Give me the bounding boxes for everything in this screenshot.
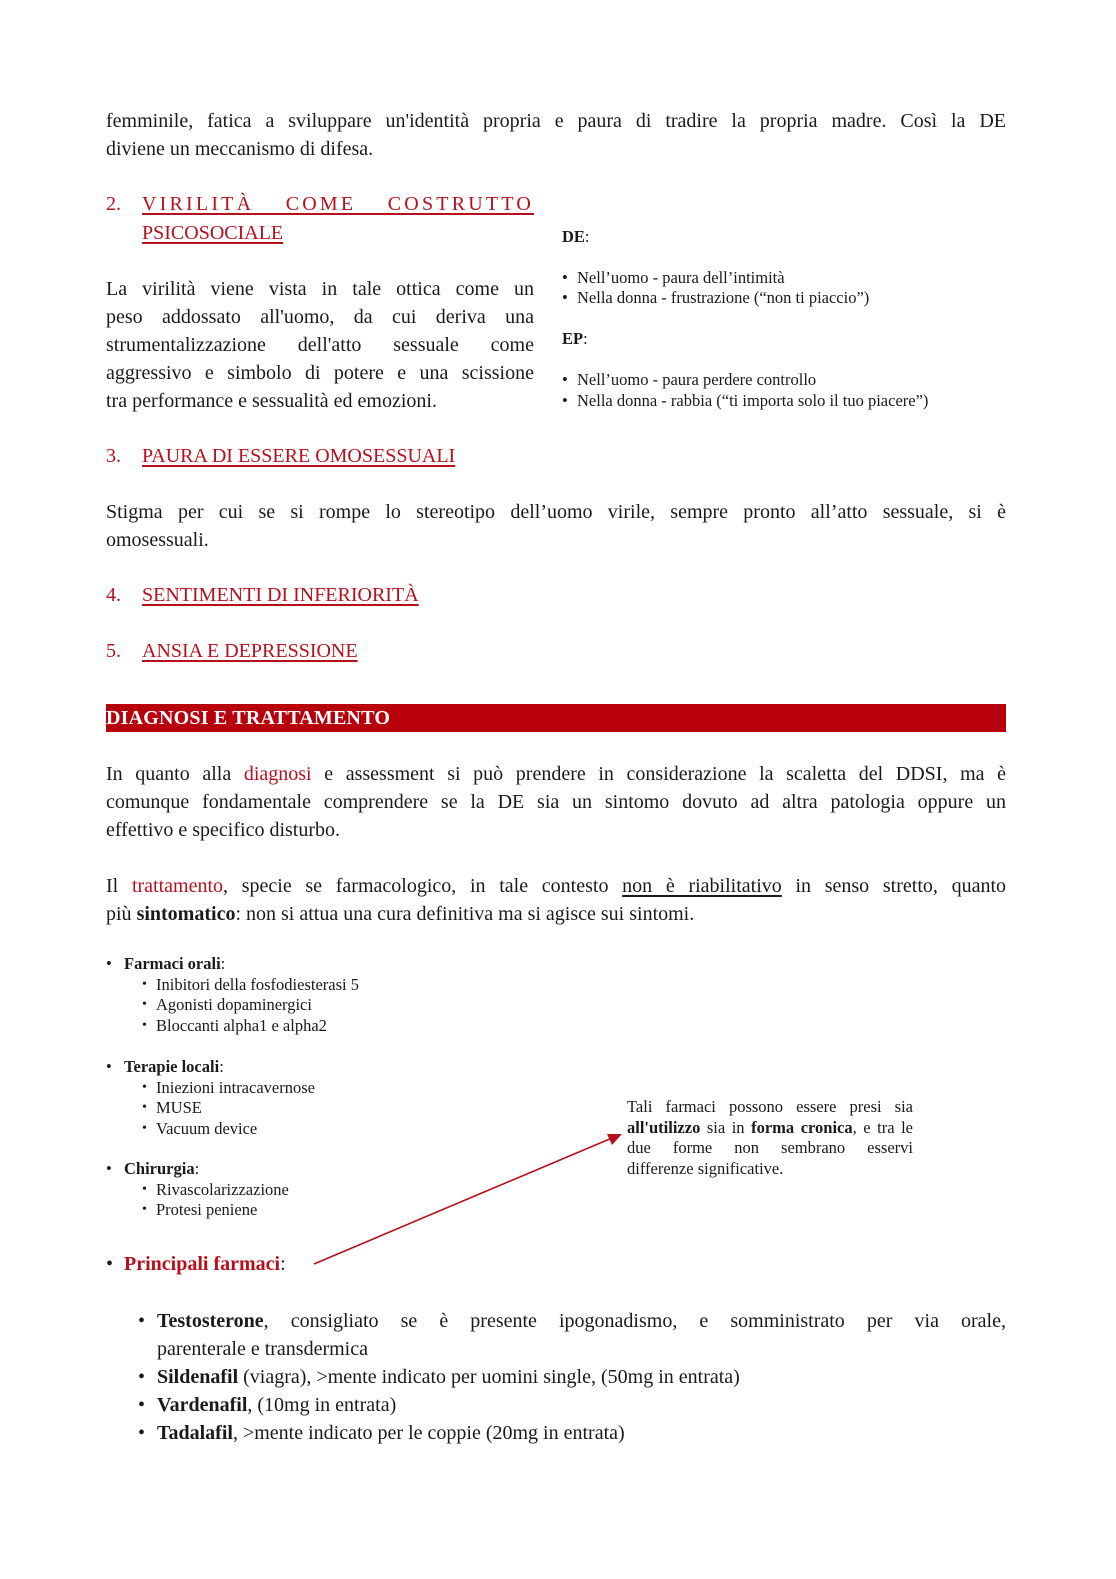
section-2-line: aggressivo e simbolo di potere e una scissione xyxy=(106,362,534,384)
arrow-line xyxy=(314,1138,612,1264)
section-2-title-line-2: PSICOSOCIALE xyxy=(142,222,284,244)
farmaco-testosterone-cont: parenterale e transdermica xyxy=(157,1338,368,1360)
list-item: • Protesi peniene xyxy=(142,1200,526,1221)
ep-label: EP xyxy=(562,328,584,348)
section-3-line-1: Stigma per cui se si rompe lo stereotipo dell’uomo virile, sempre pronto all’atto sessuale, si è xyxy=(106,501,1006,523)
de-label: DE xyxy=(562,227,585,246)
chirurgia-group: • Chirurgia: xyxy=(106,1159,526,1180)
section-bar-diagnosi: DIAGNOSI E TRATTAMENTO xyxy=(106,704,1006,732)
note-line-3: due forme non sembrano esservi xyxy=(627,1138,913,1157)
list-item: • Nell’uomo - paura perdere controllo xyxy=(562,370,1002,391)
section-3-title: PAURA DI ESSERE OMOSESSUALI xyxy=(142,445,456,467)
sintomatico-bold: sintomatico xyxy=(136,903,236,925)
note-line-1: Tali farmaci possono essere presi sia xyxy=(627,1097,913,1116)
farmaco-tadalafil: • Tadalafil, >mente indicato per le coppie (20mg in entrata) xyxy=(138,1419,1006,1447)
section-3-line-2: omosessuali. xyxy=(106,529,209,551)
section-2-title-line-1: VIRILITÀ COME COSTRUTTO xyxy=(142,193,534,215)
diagnosi-line-2: comunque fondamentale comprendere se la DE sia un sintomo dovuto ad altra patologia oppure un xyxy=(106,791,1006,813)
bullet: • xyxy=(106,1253,114,1275)
farmaco-testosterone: • Testosterone, consigliato se è presente ipogonadismo, e somministrato per via orale, xyxy=(138,1307,1006,1335)
note-line-2: all'utilizzo sia in forma cronica, e tra le xyxy=(627,1117,913,1137)
section-5-number: 5. xyxy=(106,640,121,662)
section-2-line: tra performance e sessualità ed emozioni. xyxy=(106,390,437,412)
list-item: • Iniezioni intracavernose xyxy=(142,1078,526,1099)
list-item: • Rivascolarizzazione xyxy=(142,1180,526,1201)
farmaco-vardenafil: • Vardenafil, (10mg in entrata) xyxy=(138,1391,1006,1419)
list-item: • Bloccanti alpha1 e alpha2 xyxy=(142,1016,526,1037)
section-2-number: 2. xyxy=(106,193,121,215)
underlined-phrase: non è riabilitativo xyxy=(622,875,782,897)
ep-label-row: EP: xyxy=(562,328,588,348)
list-item: • Agonisti dopaminergici xyxy=(142,995,526,1016)
trattamento-keyword: trattamento xyxy=(131,875,224,897)
trattamento-line-1: Il trattamento, specie se farmacologico, in tale contesto non è riabilitativo in senso stretto, quanto xyxy=(106,875,1007,897)
list-item: • Nella donna - frustrazione (“non ti piaccio”) xyxy=(562,288,1002,309)
section-2-line: La virilità viene vista in tale ottica come un xyxy=(106,278,534,300)
diagnosi-line-1: In quanto alla diagnosi e assessment si può prendere in considerazione la scaletta del DDSI, ma è xyxy=(106,763,1006,785)
trattamento-line-2: più sintomatico: non si attua una cura definitiva ma si agisce sui sintomi. xyxy=(106,903,695,925)
list-item: • Nell’uomo - paura dell’intimità xyxy=(562,268,1002,289)
diagnosi-line-3: effettivo e specifico disturbo. xyxy=(106,819,341,841)
section-2-line: peso addossato all'uomo, da cui deriva una xyxy=(106,306,534,328)
intro-line-2: diviene un meccanismo di difesa. xyxy=(106,138,374,160)
diagnosi-keyword: diagnosi xyxy=(243,763,312,785)
section-5-title: ANSIA E DEPRESSIONE xyxy=(142,640,358,662)
list-item: • Vacuum device xyxy=(142,1119,526,1140)
farmaco-sildenafil: • Sildenafil (viagra), >mente indicato per uomini single, (50mg in entrata) xyxy=(138,1363,1006,1391)
note-line-4: differenze significative. xyxy=(627,1158,784,1178)
de-label-row: DE: xyxy=(562,227,590,246)
list-item: • Nella donna - rabbia (“ti importa solo il tuo piacere”) xyxy=(562,391,1002,412)
list-item: • MUSE xyxy=(142,1098,526,1119)
list-item: • Inibitori della fosfodiesterasi 5 xyxy=(142,975,526,996)
intro-line-1: femminile, fatica a sviluppare un'identità propria e paura di tradire la propria madre. Così la DE xyxy=(106,110,1006,132)
section-4-number: 4. xyxy=(106,584,121,606)
farmaci-orali-group: • Farmaci orali: xyxy=(106,954,526,975)
principali-farmaci-heading: • Principali farmaci: xyxy=(106,1250,286,1278)
section-2-line: strumentalizzazione dell'atto sessuale come xyxy=(106,334,534,356)
section-3-number: 3. xyxy=(106,445,121,467)
section-4-title: SENTIMENTI DI INFERIORITÀ xyxy=(142,584,419,606)
terapie-locali-group: • Terapie locali: xyxy=(106,1057,526,1078)
principali-farmaci-list xyxy=(138,1307,1006,1447)
